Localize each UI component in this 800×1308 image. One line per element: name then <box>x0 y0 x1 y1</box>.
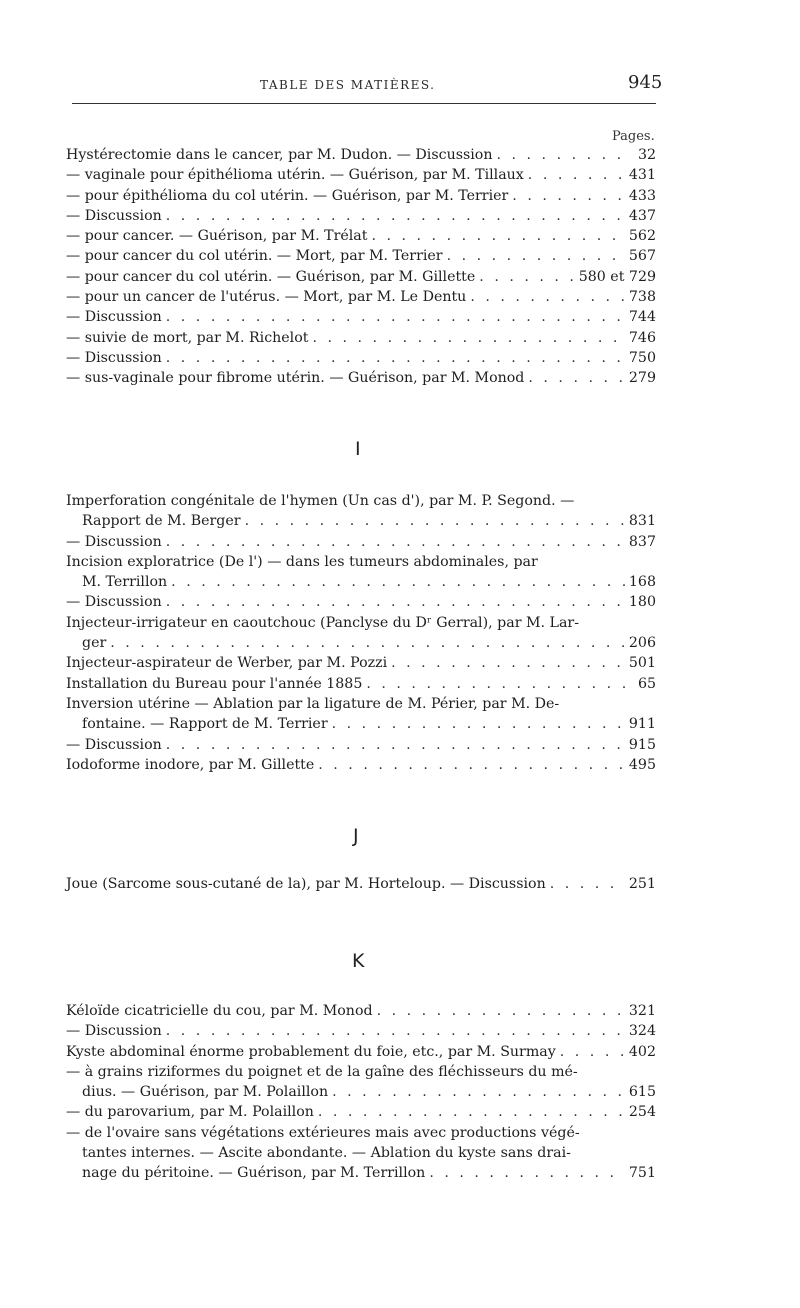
index-section-i <box>66 491 656 775</box>
entry-text: Inversion utérine — Ablation par la ligature de M. Périer, par M. De- <box>66 695 560 712</box>
index-entry <box>66 165 656 185</box>
index-entry <box>66 694 656 735</box>
dot-leader <box>166 206 625 226</box>
index-entry <box>66 592 656 612</box>
entry-text: Hystérectomie dans le cancer, par M. Dudon. — Discussion <box>66 147 493 163</box>
entry-line <box>66 694 656 714</box>
entry-text: — Discussion <box>66 594 162 611</box>
page-reference: 744 <box>628 309 656 326</box>
dot-leader <box>312 328 624 348</box>
entry-line <box>66 755 656 775</box>
entry-text: Injecteur-irrigateur en caoutchouc (Panclyse du Dʳ Gerral), par M. Lar- <box>66 614 579 631</box>
entry-line <box>66 592 656 612</box>
index-entry <box>66 755 656 775</box>
entry-line <box>66 532 656 552</box>
entry-line <box>66 714 656 734</box>
dot-leader <box>171 572 625 592</box>
dot-leader <box>560 1042 625 1062</box>
entry-line <box>66 1082 656 1102</box>
page-reference: 580 et 729 <box>578 268 656 285</box>
entry-text: Imperforation congénitale de l'hymen (Un cas d'), par M. P. Segond. — <box>66 493 575 509</box>
page-reference: 321 <box>628 1003 656 1019</box>
page-reference: 751 <box>628 1165 656 1182</box>
dot-leader <box>528 165 625 185</box>
entry-line <box>66 145 656 165</box>
entry-text: — pour un cancer de l'utérus. — Mort, par M. Le Dentu <box>66 289 467 306</box>
entry-line <box>66 1102 656 1122</box>
page-reference: 206 <box>628 635 656 652</box>
entry-text: fontaine. — Rapport de M. Terrier <box>82 716 328 733</box>
running-head: TABLE DES MATIÈRES. <box>260 78 436 92</box>
entry-text: — pour cancer du col utérin. — Guérison, par M. Gillette <box>66 268 476 285</box>
index-entry <box>66 653 656 673</box>
dot-leader <box>166 307 625 327</box>
entry-line <box>66 1042 656 1062</box>
entry-text: tantes internes. — Ascite abondante. — Ablation du kyste sans drai- <box>82 1145 571 1162</box>
index-entry <box>66 1042 656 1062</box>
dot-leader <box>166 348 625 368</box>
entry-line <box>66 511 656 531</box>
entry-text: — Discussion <box>66 207 162 224</box>
entry-line <box>66 1021 656 1041</box>
section-letter-i: I <box>355 438 361 460</box>
entry-line <box>66 206 656 226</box>
index-entry <box>66 1001 656 1021</box>
dot-leader <box>166 532 625 552</box>
index-entry <box>66 491 656 532</box>
page-reference: 746 <box>628 329 656 346</box>
section-letter-k: K <box>352 950 365 972</box>
entry-text: nage du péritoine. — Guérison, par M. Terrillon <box>82 1165 426 1182</box>
index-entry <box>66 267 656 287</box>
index-entry <box>66 307 656 327</box>
index-entry <box>66 287 656 307</box>
page-reference: 251 <box>628 876 656 892</box>
entry-text: — pour cancer. — Guérison, par M. Trélat <box>66 228 368 245</box>
page-reference: 433 <box>628 187 656 204</box>
entry-text: — pour épithélioma du col utérin. — Guérison, par M. Terrier <box>66 187 509 204</box>
index-entry <box>66 532 656 552</box>
index-entry <box>66 874 656 894</box>
entry-text: — sus-vaginale pour fibrome utérin. — Guérison, par M. Monod <box>66 370 525 387</box>
page-reference: 501 <box>628 655 656 672</box>
index-entry <box>66 552 656 593</box>
page-reference: 831 <box>628 513 656 530</box>
page-reference: 254 <box>628 1104 656 1121</box>
dot-leader <box>245 511 625 531</box>
index-entry <box>66 1123 656 1184</box>
entry-text: dius. — Guérison, par M. Polaillon <box>82 1084 329 1101</box>
entry-text: — Discussion <box>66 309 162 326</box>
entry-line <box>66 226 656 246</box>
entry-line <box>66 307 656 327</box>
entry-line <box>66 267 656 287</box>
entry-line <box>66 572 656 592</box>
dot-leader <box>332 1082 625 1102</box>
entry-line <box>66 348 656 368</box>
page-reference: 402 <box>628 1043 656 1060</box>
index-entry <box>66 328 656 348</box>
entry-text: Rapport de M. Berger <box>82 513 241 530</box>
index-entry <box>66 1062 656 1103</box>
page-reference: 32 <box>637 147 656 163</box>
entry-text: — pour cancer du col utérin. — Mort, par M. Terrier <box>66 248 443 265</box>
entry-text: — Discussion <box>66 349 162 366</box>
page-reference: 615 <box>628 1084 656 1101</box>
entry-line <box>66 674 656 694</box>
entry-line <box>66 613 656 633</box>
entry-line <box>66 1062 656 1082</box>
index-section-h <box>66 145 656 389</box>
entry-line <box>66 633 656 653</box>
entry-text: — vaginale pour épithélioma utérin. — Guérison, par M. Tillaux <box>66 167 524 184</box>
entry-line <box>66 491 656 511</box>
entry-text: — de l'ovaire sans végétations extérieures mais avec productions végé- <box>66 1124 580 1141</box>
entry-text: — suivie de mort, par M. Richelot <box>66 329 309 346</box>
dot-leader <box>366 674 626 694</box>
dot-leader <box>332 714 625 734</box>
entry-line <box>66 287 656 307</box>
dot-leader <box>528 368 625 388</box>
dot-leader <box>429 1163 625 1183</box>
dot-leader <box>318 1102 625 1122</box>
header-rule <box>72 103 656 104</box>
page-reference: 837 <box>628 533 656 550</box>
entry-line <box>66 874 656 894</box>
entry-line <box>66 165 656 185</box>
entry-text: — Discussion <box>66 1023 162 1040</box>
pages-column-label: Pages. <box>612 129 655 144</box>
entry-text: — à grains riziformes du poignet et de la gaîne des fléchisseurs du mé- <box>66 1063 578 1080</box>
index-entry <box>66 674 656 694</box>
dot-leader <box>166 592 625 612</box>
page-reference: 279 <box>628 370 656 387</box>
index-entry <box>66 186 656 206</box>
page-reference: 65 <box>637 675 656 692</box>
entry-line <box>66 186 656 206</box>
page-reference: 738 <box>628 289 656 306</box>
entry-line <box>66 552 656 572</box>
index-entry <box>66 246 656 266</box>
dot-leader <box>391 653 625 673</box>
entry-line <box>66 1163 656 1183</box>
index-entry <box>66 613 656 654</box>
index-entry <box>66 206 656 226</box>
entry-line <box>66 735 656 755</box>
entry-text: — Discussion <box>66 736 162 753</box>
entry-text: Joue (Sarcome sous-cutané de la), par M. Horteloup. — Discussion <box>66 876 546 892</box>
page-reference: 567 <box>628 248 656 265</box>
index-entry <box>66 368 656 388</box>
page-reference: 431 <box>628 167 656 184</box>
entry-text: Installation du Bureau pour l'année 1885 <box>66 675 363 692</box>
dot-leader <box>479 267 574 287</box>
index-section-j <box>66 874 656 894</box>
dot-leader <box>371 226 624 246</box>
entry-text: Incision exploratrice (De l') — dans les tumeurs abdominales, par <box>66 553 538 570</box>
index-entry <box>66 735 656 755</box>
index-entry <box>66 145 656 165</box>
page-reference: 562 <box>628 228 656 245</box>
page-reference: 915 <box>628 736 656 753</box>
entry-text: Iodoforme inodore, par M. Gillette <box>66 756 315 773</box>
entry-text: — Discussion <box>66 533 162 550</box>
index-entry <box>66 1021 656 1041</box>
entry-line <box>66 246 656 266</box>
page-reference: 911 <box>628 716 656 733</box>
entry-text: Injecteur-aspirateur de Werber, par M. Pozzi <box>66 655 388 672</box>
entry-line <box>66 328 656 348</box>
page-reference: 495 <box>628 756 656 773</box>
entry-line <box>66 368 656 388</box>
dot-leader <box>318 755 625 775</box>
section-letter-j: J <box>353 825 359 847</box>
dot-leader <box>377 1001 625 1021</box>
entry-line <box>66 1123 656 1143</box>
dot-leader <box>166 1021 625 1041</box>
index-entry <box>66 226 656 246</box>
entry-line <box>66 1001 656 1021</box>
dot-leader <box>166 735 625 755</box>
dot-leader <box>497 145 627 165</box>
page-reference: 168 <box>628 574 656 591</box>
index-entry <box>66 1102 656 1122</box>
page-number: 945 <box>628 72 663 93</box>
dot-leader <box>470 287 625 307</box>
entry-line <box>66 1143 656 1163</box>
entry-text: M. Terrillon <box>82 574 168 591</box>
dot-leader <box>110 633 625 653</box>
index-section-k <box>66 1001 656 1184</box>
entry-text: Kéloïde cicatricielle du cou, par M. Monod <box>66 1003 373 1019</box>
entry-line <box>66 653 656 673</box>
dot-leader <box>512 186 625 206</box>
page-reference: 180 <box>628 594 656 611</box>
entry-text: ger <box>82 635 107 652</box>
index-entry <box>66 348 656 368</box>
entry-text: — du parovarium, par M. Polaillon <box>66 1104 314 1121</box>
dot-leader <box>550 874 625 894</box>
page-reference: 324 <box>628 1023 656 1040</box>
page-reference: 437 <box>628 207 656 224</box>
dot-leader <box>447 246 625 266</box>
entry-text: Kyste abdominal énorme probablement du foie, etc., par M. Surmay <box>66 1043 556 1060</box>
page-reference: 750 <box>628 349 656 366</box>
